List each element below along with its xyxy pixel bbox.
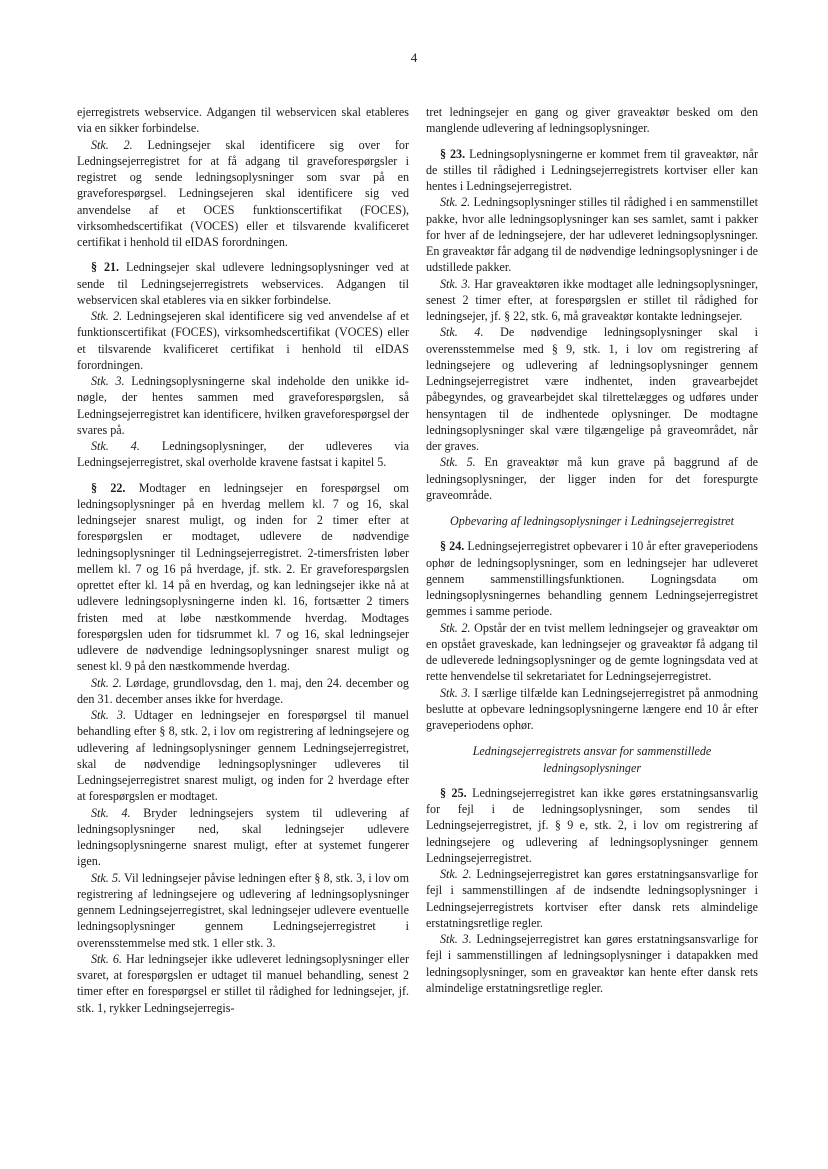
stk-label: Stk. 3.: [440, 276, 471, 291]
paragraph-text: Ledningsejerregistret kan gøres erstatningsansvarlige for fejl i sammenstillingen af ledningsoplysninger i datapakken med ledningsoplysninger, som en graveaktør kan hente efter dansk rets almindelige erstatningsretlige regler.: [426, 932, 758, 995]
subsection-paragraph: [426, 194, 758, 275]
section-paragraph: [426, 785, 758, 866]
stk-label: Stk. 3.: [91, 374, 125, 388]
paragraph-text: Har ledningsejer ikke udleveret ledningsoplysninger eller svaret, at forespørgslen er udtaget til manuel behandling, senest 2 timer efter en forespørgsel er stillet til rådighed for ledningsejer, jf. stk. 1, rykker Ledningsejerregis-: [77, 951, 409, 1015]
paragraph-text: ejerregistrets webservice. Adgangen til webservicen skal etableres via en sikker forbindelse.: [77, 105, 409, 136]
subsection-paragraph: [426, 685, 758, 734]
paragraph-text: Har graveaktøren ikke modtaget alle ledningsoplysninger, senest 2 timer efter, at forespørgslen er stillet til rådighed for ledningsejer, jf. § 22, stk. 6, må graveaktør kontakte ledningsejer.: [426, 276, 758, 323]
subsection-paragraph: [426, 276, 758, 325]
subsection-paragraph: [426, 620, 758, 685]
paragraph: [77, 104, 409, 137]
paragraph-text: Modtager en ledningsejer en forespørgsel om ledningsoplysninger på en hverdag mellem kl. 7 og 16, skal ledningsejer snarest muligt, og inden for 2 timer efter at forespørgslen er modtaget, udlevere de nødvendige ledningsoplysninger til Ledningsejerregistret. 2-timersfristen løber mellem kl. 7 og 16 på hverdage, jf. stk. 2. Er graveforespørgslen oprettet efter kl. 14 på en hverdag, og kan ledningsejer ikke nå at udlevere ledningsoplysningerne inden kl. 16, fortsætter 2 timers fristen med at løbe næstkommende hverdag. Modtages forespørgslen uden for tidsrummet kl. 7 og 16, skal ledningsejer udlevere de nødvendige ledningsoplysninger snarest muligt og senest kl. 9 på den næstkommende hverdag.: [77, 480, 410, 674]
subsection-paragraph: [77, 137, 409, 251]
stk-label: Stk. 2.: [440, 867, 472, 881]
right-paragraphs-b: [426, 538, 758, 733]
paragraph-text: En graveaktør må kun grave på baggrund af de ledningsoplysninger, der ligger inden for det forespurgte graveområde.: [426, 455, 758, 502]
paragraph-text: Ledningsejerregistret kan ikke gøres erstatningsansvarlig for fejl i de ledningsoplysninger, som sendes til Ledningsejerregistret, jf. § 9 e, stk. 2, i lov om registrering af ledningsejere og udlevering af ledningsoplysninger gennem Ledningsejerregistret.: [426, 785, 759, 865]
right-column: [426, 104, 758, 996]
subsection-paragraph: [77, 707, 409, 805]
stk-label: Stk. 2.: [440, 195, 471, 210]
paragraph: [426, 104, 758, 137]
stk-label: Stk. 5.: [440, 455, 476, 470]
section-paragraph: [77, 259, 409, 308]
subsection-paragraph: [77, 805, 409, 870]
right-paragraphs-c: [426, 785, 758, 996]
stk-label: Stk. 3.: [440, 685, 471, 700]
subsection-paragraph: [77, 675, 409, 708]
paragraph-text: tret ledningsejer en gang og giver graveaktør besked om den manglende udlevering af ledningsoplysninger.: [426, 105, 758, 136]
stk-label: Stk. 4.: [91, 439, 140, 453]
left-paragraphs: [77, 104, 409, 1016]
subsection-paragraph: [426, 324, 758, 454]
paragraph-text: Ledningsejer skal identificere sig over for Ledningsejerregistret for at få adgang til graveforespørgsler i registret og sende ledningsoplysninger som svar på en graveforespørgsel. Ledningsejeren skal identificere sig ved anvendelse af et OCES funktionscertifikat (FOCES), virksomhedscertifikat (VOCES) eller et tilsvarende kvalificeret certifikat i henhold til eIDAS forordningen.: [77, 137, 409, 249]
section-number: § 22.: [91, 480, 126, 495]
left-column: [77, 104, 409, 1016]
paragraph-text: Udtager en ledningsejer en forespørgsel til manuel behandling efter § 8, stk. 2, i lov om registrering af ledningsejere og udlevering af ledningsoplysninger gennem Ledningsejerregistret, skal de nødvendige ledningsoplysninger udleveres til Ledningsejerregistret snarest muligt, og inden for 2 hverdage efter at forespørgslen er modtaget.: [77, 708, 409, 804]
stk-label: Stk. 4.: [440, 325, 484, 340]
paragraph-text: Ledningsoplysninger stilles til rådighed i en sammenstillet pakke, hvor alle ledningsoplysninger kan ses samlet, samt i pakker for hver af de ledningsejere, der har udleveret ledningsoplysninger. En graveaktør får adgang til de nødvendige ledningsoplysninger i de udstillede pakker.: [426, 195, 758, 275]
subsection-paragraph: [426, 931, 758, 996]
stk-label: Stk. 5.: [91, 870, 122, 885]
stk-label: Stk. 2.: [91, 137, 133, 152]
subsection-paragraph: [426, 866, 758, 931]
section-paragraph: [77, 480, 409, 675]
paragraph-text: Ledningsoplysninger, der udleveres via Ledningsejerregistret, skal overholde kravene fastsat i kapitel 5.: [77, 439, 409, 470]
paragraph-text: Ledningsejeren skal identificere sig ved anvendelse af et funktionscertifikat (FOCES), virksomhedscertifikat (VOCES) eller et tilsvarende kvalificeret certifikat i henhold til eIDAS forordningen.: [77, 309, 409, 372]
section-number: § 23.: [440, 146, 466, 161]
section-number: § 25.: [440, 785, 467, 800]
paragraph-text: I særlige tilfælde kan Ledningsejerregistret på anmodning beslutte at opbevare ledningsoplysningerne længere end 10 år efter graveperiodens ophør.: [426, 685, 758, 732]
paragraph-text: Ledningsejerregistret kan gøres erstatningsansvarlige for fejl i sammenstillingen af de indsendte ledningsoplysninger i Ledningsejerregistrets kortviser efter dansk rets almindelige erstatningsretlige regler.: [426, 867, 758, 930]
stk-label: Stk. 2.: [91, 675, 122, 690]
stk-label: Stk. 3.: [440, 932, 472, 946]
paragraph-text: Ledningsejer skal udlevere ledningsoplysninger ved at sende til Ledningsejerregistrets webservices. Adgangen til webservicen skal etableres via en sikker forbindelse.: [77, 260, 410, 307]
paragraph-text: De nødvendige ledningsoplysninger skal i overensstemmelse med § 9, stk. 1, i lov om registrering af ledningsejere og udlevering af ledningsoplysninger gennem Ledningsejerregistret være indhentet, inden gravearbejdet påbegyndes, og gravearbejdet skal tilrettelægges og udføres under hensyntagen til de indhentede oplysninger. De modtagne ledningsoplysninger skal være tilgængelige på graveområdet, når der graves.: [426, 325, 758, 453]
subsection-paragraph: [77, 951, 409, 1016]
subsection-paragraph: [77, 870, 409, 951]
paragraph-text: Vil ledningsejer påvise ledningen efter § 8, stk. 3, i lov om registrering af ledningsejere og udlevering af ledningsoplysninger gennem Ledningsejerregistret, skal ledningsejer udlevere eventuelle ledningsoplysninger gennem Ledningsejerregistret i overensstemmelse med stk. 1 eller stk. 3.: [77, 870, 409, 950]
section-paragraph: [426, 538, 758, 619]
paragraph-text: Ledningsejerregistret opbevarer i 10 år efter graveperiodens ophør de ledningsoplysninger, som en ledningsejer har udleveret gennem sammenstillingsfunktionen. Logningsdata om ledningsoplysningernes behandling gennem Ledningsejerregistret gemmes i samme periode.: [426, 539, 759, 619]
section-heading-ansvar: Ledningsejerregistrets ansvar for sammenstillede ledningsoplysninger: [472, 744, 712, 775]
stk-label: Stk. 4.: [91, 805, 131, 820]
subsection-paragraph: [77, 438, 409, 471]
right-paragraphs-a: [426, 104, 758, 503]
paragraph-text: Lørdage, grundlovsdag, den 1. maj, den 24. december og den 31. december anses ikke for hverdage.: [77, 675, 409, 706]
paragraph-text: Bryder ledningsejers system til udlevering af ledningsoplysninger ned, skal ledningsejer udlevere ledningsoplysningerne snarest muligt, efter at systemet fungerer igen.: [77, 805, 409, 869]
stk-label: Stk. 6.: [91, 951, 122, 966]
subsection-paragraph: [426, 454, 758, 503]
section-number: § 24.: [440, 539, 465, 554]
paragraph-text: Ledningsoplysningerne skal indeholde den unikke id-nøgle, der hentes sammen med graveforespørgslen, så Ledningsejerregistret kan identificere, hvilken graveforespørgsel der svares på.: [77, 374, 409, 437]
paragraph-text: Ledningsoplysningerne er kommet frem til graveaktør, når de stilles til rådighed i Ledningsejerregistrets kortviser eller kan hentes i Ledningsejerregistret.: [426, 146, 758, 193]
stk-label: Stk. 2.: [91, 309, 123, 323]
subsection-paragraph: [77, 308, 409, 373]
page-number: 4: [410, 50, 418, 65]
stk-label: Stk. 2.: [440, 620, 471, 635]
paragraph-text: Opstår der en tvist mellem ledningsejer og graveaktør om en opstået graveskade, kan ledningsejer og graveaktør få adgang til de udleverede ledningsoplysninger og de gemte logningsdata ved at rette henvendelse til sekretariatet for Ledningsejerregistret.: [426, 620, 758, 684]
section-heading-opbevaring: Opbevaring af ledningsoplysninger i Ledningsejerregistret: [450, 514, 734, 528]
section-paragraph: [426, 146, 758, 195]
section-number: § 21.: [91, 260, 120, 275]
stk-label: Stk. 3.: [91, 708, 126, 722]
subsection-paragraph: [77, 373, 409, 438]
